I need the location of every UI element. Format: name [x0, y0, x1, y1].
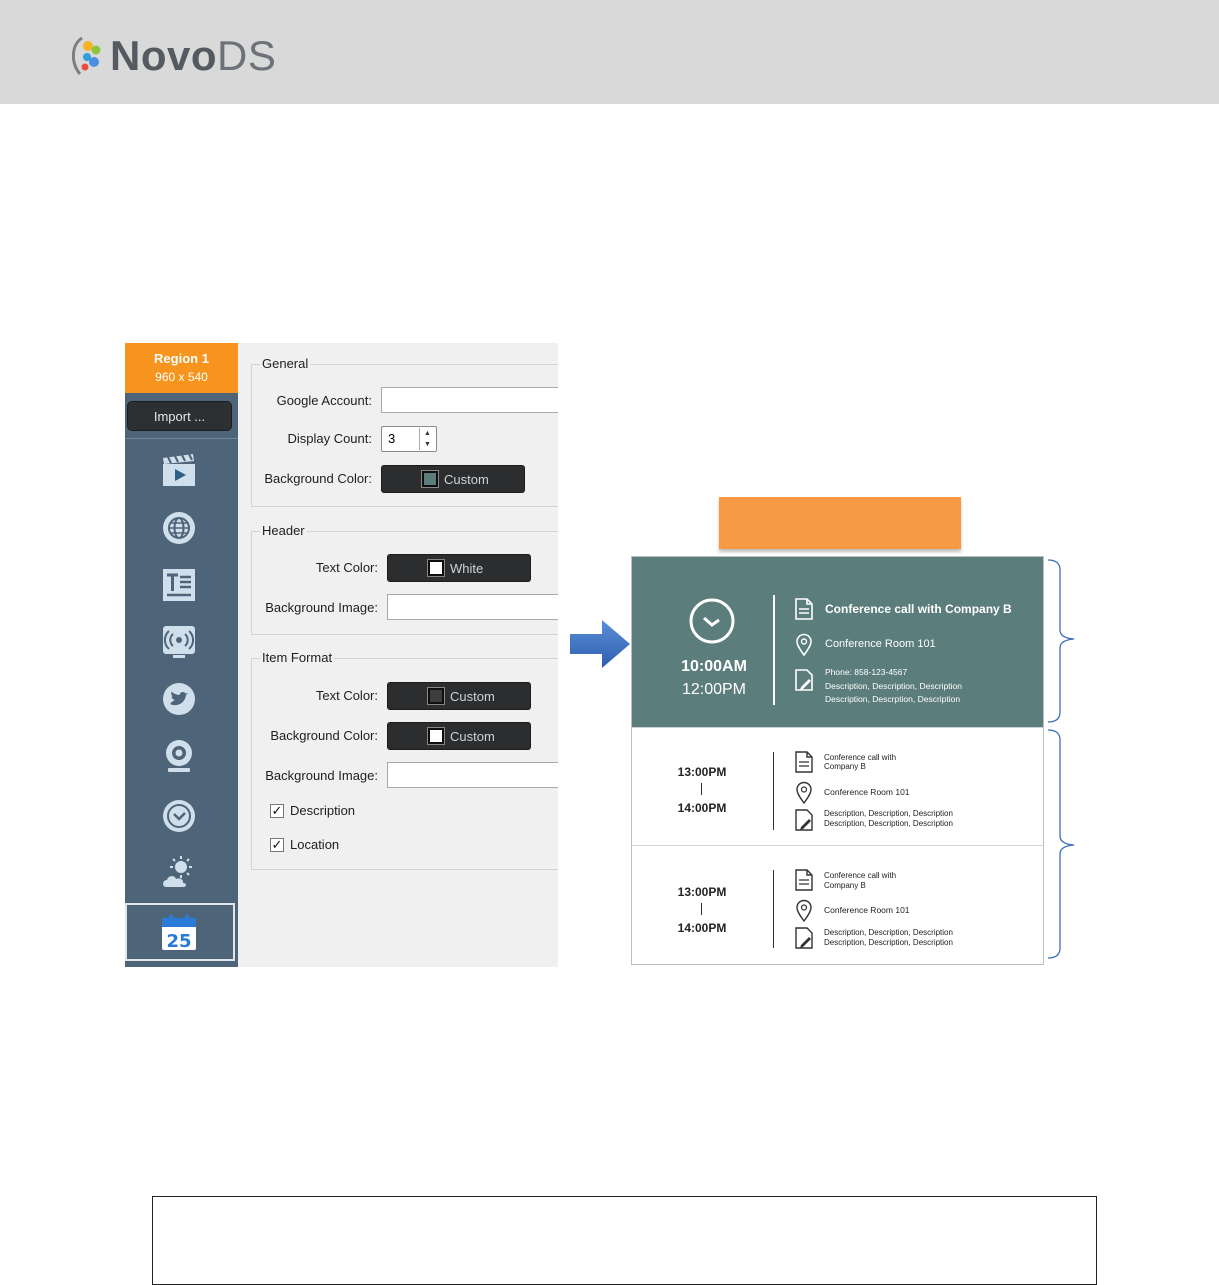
globe-icon[interactable]: [159, 508, 199, 548]
item-title-line-1: Conference call with: [824, 753, 897, 762]
item-background-image-label: Background Image:: [265, 768, 378, 783]
note-edit-icon: [794, 668, 814, 692]
novods-logo-icon: [68, 32, 106, 80]
google-account-input[interactable]: [381, 387, 558, 413]
header-text-color-button[interactable]: [387, 554, 531, 582]
broadcast-icon[interactable]: [159, 622, 199, 662]
region-info[interactable]: [125, 343, 238, 393]
item-format-title: Item Format: [262, 650, 333, 665]
item-background-color-button[interactable]: [387, 722, 531, 750]
calendar-preview: [631, 556, 1044, 965]
location-pin-icon: [794, 781, 814, 805]
event-room: Conference Room 101: [825, 638, 936, 650]
twitter-icon[interactable]: [159, 679, 199, 719]
note-edit-icon: [794, 808, 814, 832]
item-background-image-input[interactable]: [387, 762, 558, 788]
item-start-time: 13:00PM: [677, 885, 727, 899]
calendar-day: 25: [166, 931, 192, 952]
event-item: [632, 845, 1043, 963]
event-phone: Phone: 858-123-4567: [825, 667, 908, 677]
general-title: General: [262, 356, 309, 371]
event-start-time: 10:00AM: [681, 658, 747, 675]
background-color-value: Custom: [444, 471, 489, 487]
description-checkbox[interactable]: [270, 803, 355, 818]
logo-ds: DS: [217, 32, 277, 79]
webcam-icon[interactable]: [159, 736, 199, 776]
novods-logo: [68, 30, 276, 82]
display-count-label: Display Count:: [287, 431, 372, 446]
background-color-button[interactable]: [381, 465, 525, 493]
item-description-2: Description, Description, Description: [824, 938, 953, 947]
sidebar-divider: [125, 438, 238, 439]
import-button[interactable]: Import ...: [127, 401, 232, 431]
region-size: 960 x 540: [155, 370, 208, 384]
widget-sidebar: [125, 343, 238, 967]
document-icon: [794, 597, 814, 621]
item-text-color-swatch: [428, 688, 444, 704]
item-divider: [773, 752, 774, 830]
preview-header-bar: [719, 497, 961, 549]
general-group: [251, 356, 558, 507]
clock-icon: [688, 597, 736, 645]
event-divider: [773, 595, 775, 705]
item-text-color-button[interactable]: [387, 682, 531, 710]
arrow-right-icon: [568, 618, 632, 670]
calendar-icon: [160, 914, 198, 952]
location-label: Location: [290, 837, 340, 852]
header-text-color-swatch: [428, 560, 444, 576]
header-banner: [0, 0, 1219, 104]
event-title: Conference call with Company B: [825, 602, 1012, 616]
item-background-color-label: Background Color:: [270, 728, 378, 743]
item-description-2: Description, Description, Description: [824, 819, 953, 828]
region-title: Region 1: [154, 351, 209, 366]
weather-icon[interactable]: [159, 853, 199, 893]
location-pin-icon: [794, 899, 814, 923]
novods-logo-text: [110, 32, 277, 79]
calendar-widget-settings: [125, 343, 558, 967]
description-check-icon[interactable]: ✓: [271, 802, 283, 818]
logo-novo: Novo: [110, 32, 217, 79]
item-background-color-value: Custom: [450, 728, 495, 744]
item-format-group: [251, 650, 558, 870]
stepper-up-icon[interactable]: ▲: [424, 430, 431, 437]
description-label: Description: [290, 803, 356, 818]
event-item: [632, 727, 1043, 845]
item-room: Conference Room 101: [824, 905, 910, 915]
item-title-line-2: Company B: [824, 762, 866, 771]
background-color-label: Background Color:: [264, 471, 372, 486]
display-count-stepper[interactable]: [381, 426, 437, 452]
item-description-1: Description, Description, Description: [824, 928, 953, 937]
stepper-down-icon[interactable]: ▼: [424, 441, 431, 448]
item-background-color-swatch: [428, 728, 444, 744]
item-start-time: 13:00PM: [677, 765, 727, 779]
location-checkbox[interactable]: [270, 837, 339, 852]
item-text-color-label: Text Color:: [315, 688, 378, 703]
clock-icon[interactable]: [159, 796, 199, 836]
item-description-1: Description, Description, Description: [824, 809, 953, 818]
item-time-separator: [701, 903, 702, 915]
header-title: Header: [262, 523, 305, 538]
item-title-line-1: Conference call with: [824, 871, 897, 880]
item-end-time: 14:00PM: [677, 921, 727, 935]
calendar-widget-selected[interactable]: [125, 903, 235, 961]
section-brackets: [1046, 558, 1080, 960]
text-icon[interactable]: [159, 565, 199, 605]
location-check-icon[interactable]: ✓: [271, 836, 283, 852]
event-end-time: 12:00PM: [681, 681, 747, 698]
item-text-color-value: Custom: [450, 688, 495, 704]
event-description-2: Description, Descrption, Description: [825, 694, 961, 704]
google-account-label: Google Account:: [276, 393, 372, 408]
location-pin-icon: [794, 633, 814, 657]
settings-form: [238, 343, 558, 967]
document-icon: [794, 750, 814, 774]
background-color-swatch: [422, 471, 438, 487]
header-group: [251, 523, 558, 635]
event-description-1: Description, Description, Description: [825, 681, 962, 691]
item-room: Conference Room 101: [824, 787, 910, 797]
display-count-value: 3: [388, 431, 396, 446]
stepper-buttons[interactable]: [419, 428, 435, 450]
item-divider: [773, 870, 774, 948]
highlighted-event: [632, 557, 1043, 727]
item-title-line-2: Company B: [824, 881, 866, 890]
note-box: [152, 1196, 1097, 1285]
item-end-time: 14:00PM: [677, 801, 727, 815]
header-background-image-label: Background Image:: [265, 600, 378, 615]
note-edit-icon: [794, 926, 814, 950]
header-text-color-label: Text Color:: [315, 560, 378, 575]
header-text-color-value: White: [450, 560, 484, 576]
item-time-separator: [701, 783, 702, 795]
video-icon[interactable]: [159, 451, 199, 491]
document-icon: [794, 868, 814, 892]
header-background-image-input[interactable]: [387, 594, 558, 620]
